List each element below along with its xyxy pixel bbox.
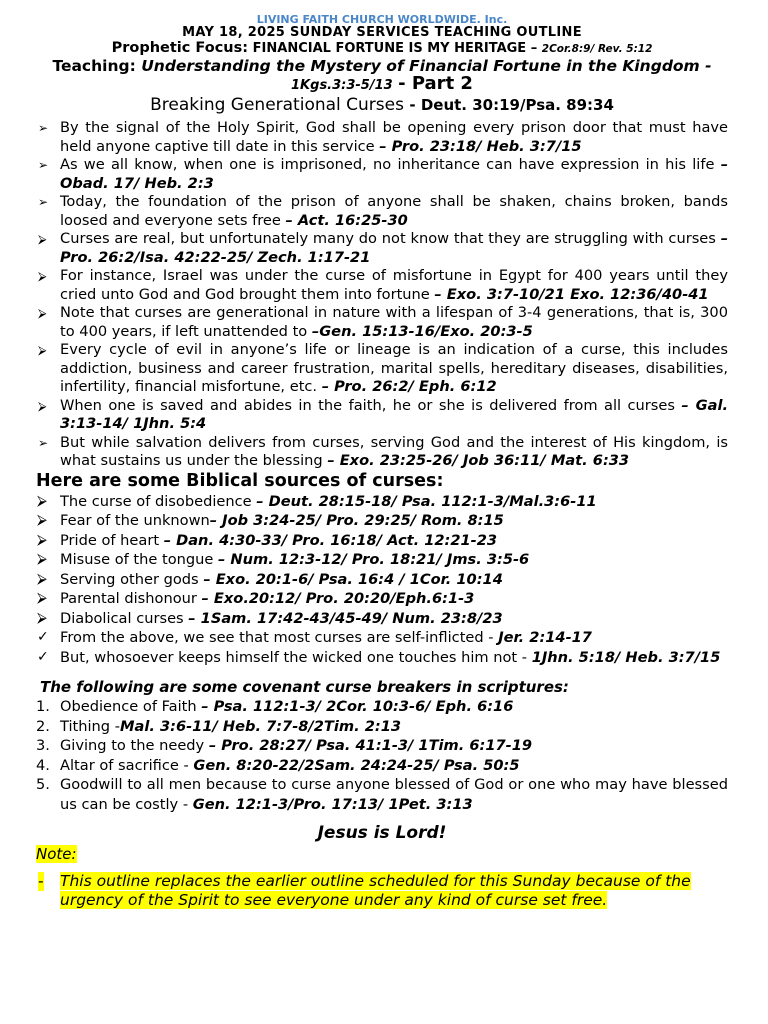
teaching-title-text: Understanding the Mystery of Financial Fortune in the Kingdom -	[141, 57, 712, 75]
item-number: 1.	[36, 698, 50, 715]
source-ref: Jer. 2:14-17	[498, 629, 592, 646]
point-text: Note that curses are generational in nature with a lifespan of 3-4 generations, that is, 300 to 400 years, if left unattended to	[60, 304, 728, 340]
source-ref: – Num. 12:3-12/ Pro. 18:21/ Jms. 3:5-6	[218, 551, 530, 568]
breakers-list	[36, 697, 728, 814]
arrowhead-bullet-icon: ⮚	[37, 492, 47, 509]
item-number: 4.	[36, 756, 50, 774]
item-number: 2.	[36, 717, 50, 735]
teaching-title	[36, 57, 728, 95]
arrow-bullet-icon: ➢	[38, 158, 49, 172]
arrowhead-bullet-icon: ⮚	[37, 512, 47, 528]
source-text: From the above, we see that most curses are self-inflicted -	[60, 629, 499, 646]
source-text: Parental dishonour	[60, 590, 202, 607]
sources-heading: Here are some Biblical sources of curses:	[36, 470, 444, 491]
list-item	[36, 267, 728, 304]
focus-label: Prophetic Focus:	[111, 40, 249, 56]
point-ref: – Pro. 26:2/ Eph. 6:12	[321, 378, 497, 395]
point-ref: – Gal. 3:13-14/ 1Jhn. 5:4	[60, 396, 728, 432]
source-text: The curse of disobedience	[60, 492, 257, 510]
source-text: Fear of the unknown	[60, 512, 210, 529]
source-text: Misuse of the tongue	[60, 551, 219, 568]
source-ref: – Exo.20:12/ Pro. 20:20/Eph.6:1-3	[201, 590, 475, 607]
focus-ref: 2Cor.8:9/ Rev. 5:12	[541, 43, 653, 55]
source-ref: 1Jhn. 5:18/ Heb. 3:7/15	[531, 648, 721, 666]
point-ref: –Gen. 15:13-16/Exo. 20:3-5	[311, 322, 533, 340]
note-label-line	[36, 845, 728, 863]
breaker-ref: Gen. 8:20-22/2Sam. 24:24-25/ Psa. 50:5	[193, 756, 520, 774]
point-text: By the signal of the Holy Spirit, God shall be opening every prison door that must have held anyone captive till date in this service	[60, 119, 728, 155]
list-item	[36, 434, 728, 471]
arrow-bullet-icon: ➢	[38, 121, 49, 135]
arrow-bullet-icon: ⮚	[38, 343, 47, 357]
arrow-bullet-icon: ⮚	[38, 306, 47, 320]
list-item	[36, 492, 728, 512]
note-label: Note:	[36, 845, 77, 863]
source-ref: – Job 3:24-25/ Pro. 29:25/ Rom. 8:15	[209, 512, 504, 529]
breaker-text: Altar of sacrifice -	[60, 756, 194, 774]
focus-text: FINANCIAL FORTUNE IS MY HERITAGE	[252, 41, 527, 56]
closing-declaration: Jesus is Lord!	[317, 823, 447, 843]
list-item	[36, 156, 728, 193]
focus-dash: –	[526, 41, 542, 56]
point-ref: – Exo. 23:25-26/ Job 36:11/ Mat. 6:33	[327, 452, 630, 469]
teaching-outline-page	[36, 14, 728, 910]
dash-bullet: -	[38, 872, 44, 890]
arrowhead-bullet-icon: ⮚	[37, 609, 47, 626]
list-item	[36, 736, 728, 756]
prophetic-focus	[36, 40, 728, 57]
list-item	[36, 628, 728, 648]
list-item	[36, 397, 728, 434]
breakers-heading: The following are some covenant curse breakers in scriptures:	[40, 678, 569, 696]
teaching-ref: 1Kgs.3:3-5/13	[291, 78, 393, 93]
teaching-part: - Part 2	[398, 73, 473, 94]
breaker-text: Giving to the needy	[60, 737, 209, 754]
list-item	[36, 756, 728, 776]
outline-header	[36, 14, 728, 116]
point-text: Every cycle of evil in anyone’s life or lineage is an indication of a curse, this includes addiction, business and career frustration, marital spells, hereditary diseases, disabilities, infertility, financial misfortune, etc.	[60, 341, 728, 395]
list-item	[36, 717, 728, 737]
list-item	[36, 570, 728, 590]
date-line: MAY 18, 2025 SUNDAY SERVICES TEACHING OUTLINE	[182, 25, 582, 40]
point-text: When one is saved and abides in the faith, he or she is delivered from all curses	[60, 396, 682, 414]
list-item	[36, 341, 728, 397]
source-text: But, whosoever keeps himself the wicked one touches him not -	[60, 648, 532, 666]
arrowhead-bullet-icon: ⮚	[37, 531, 47, 548]
sources-list	[36, 492, 728, 668]
list-item	[36, 230, 728, 267]
breaker-ref: – Pro. 28:27/ Psa. 41:1-3/ 1Tim. 6:17-19	[208, 737, 533, 754]
list-item	[36, 697, 728, 717]
arrow-bullet-icon: ⮚	[38, 398, 47, 413]
list-item	[36, 648, 728, 668]
list-item	[36, 531, 728, 551]
point-ref: – Pro. 26:2/Isa. 42:22-25/ Zech. 1:17-21	[60, 230, 728, 266]
arrowhead-bullet-icon: ⮚	[37, 551, 47, 567]
point-ref: – Pro. 23:18/ Heb. 3:7/15	[379, 137, 582, 155]
list-item	[36, 119, 728, 156]
breaker-text: Obedience of Faith	[60, 698, 202, 715]
point-text: But while salvation delivers from curses, serving God and the interest of His kingdom, is what sustains us under the blessing	[60, 433, 728, 469]
list-item	[36, 609, 728, 629]
point-ref: – Exo. 3:7-10/21 Exo. 12:36/40-41	[434, 285, 709, 303]
list-item	[36, 511, 728, 531]
item-number: 3.	[36, 737, 50, 754]
church-name: LIVING FAITH CHURCH WORLDWIDE. Inc.	[256, 13, 508, 26]
breaker-text: Tithing -	[60, 717, 120, 735]
point-ref: – Obad. 17/ Heb. 2:3	[60, 156, 728, 192]
note-paragraph	[36, 872, 728, 910]
arrow-bullet-icon: ⮚	[38, 232, 47, 246]
source-ref: – Exo. 20:1-6/ Psa. 16:4 / 1Cor. 10:14	[203, 570, 503, 588]
item-number: 5.	[36, 776, 50, 793]
breaker-ref: Mal. 3:6-11/ Heb. 7:7-8/2Tim. 2:13	[119, 717, 401, 735]
arrowhead-bullet-icon: ⮚	[37, 590, 47, 606]
list-item	[36, 775, 728, 814]
source-ref: – 1Sam. 17:42-43/45-49/ Num. 23:8/23	[188, 609, 503, 627]
arrowhead-bullet-icon: ⮚	[37, 570, 47, 587]
list-item	[36, 589, 728, 609]
point-text: As we all know, when one is imprisoned, no inheritance can have expression in his life	[60, 156, 721, 173]
point-text: Curses are real, but unfortunately many do not know that they are struggling with curses	[60, 230, 721, 247]
main-points	[36, 119, 728, 471]
note-text: This outline replaces the earlier outline scheduled for this Sunday because of the urgency of the Spirit to see everyone under any kind of curse set free.	[60, 872, 691, 909]
arrow-bullet-icon: ⮚	[38, 269, 47, 283]
source-text: Diabolical curses	[60, 609, 189, 627]
source-ref: – Dan. 4:30-33/ Pro. 16:18/ Act. 12:21-23	[163, 531, 498, 549]
subtitle-ref: - Deut. 30:19/Psa. 89:34	[409, 96, 614, 114]
arrow-bullet-icon: ➢	[38, 435, 49, 450]
point-text: For instance, Israel was under the curse of misfortune in Egypt for 400 years until they cried unto God and God brought them into fortune	[60, 267, 728, 303]
point-ref: – Act. 16:25-30	[285, 211, 408, 229]
checkmark-icon: ✓	[37, 629, 49, 645]
list-item	[36, 193, 728, 230]
breaker-ref: Gen. 12:1-3/Pro. 17:13/ 1Pet. 3:13	[192, 795, 473, 813]
breaker-text: Goodwill to all men because to curse anyone blessed of God or one who may have blessed us can be costly -	[60, 776, 728, 813]
subtitle-text: Breaking Generational Curses	[150, 95, 404, 115]
arrow-bullet-icon: ➢	[38, 195, 49, 209]
teaching-label: Teaching:	[52, 57, 136, 75]
list-item	[36, 304, 728, 341]
source-ref: – Deut. 28:15-18/ Psa. 112:1-3/Mal.3:6-11	[256, 492, 597, 510]
checkmark-icon: ✓	[37, 648, 49, 665]
point-text: Today, the foundation of the prison of anyone shall be shaken, chains broken, bands loosed and everyone sets free	[60, 193, 728, 229]
source-text: Pride of heart	[60, 531, 164, 549]
source-text: Serving other gods	[60, 570, 204, 588]
list-item	[36, 550, 728, 570]
subtitle	[36, 95, 728, 116]
breaker-ref: – Psa. 112:1-3/ 2Cor. 10:3-6/ Eph. 6:16	[201, 698, 514, 715]
